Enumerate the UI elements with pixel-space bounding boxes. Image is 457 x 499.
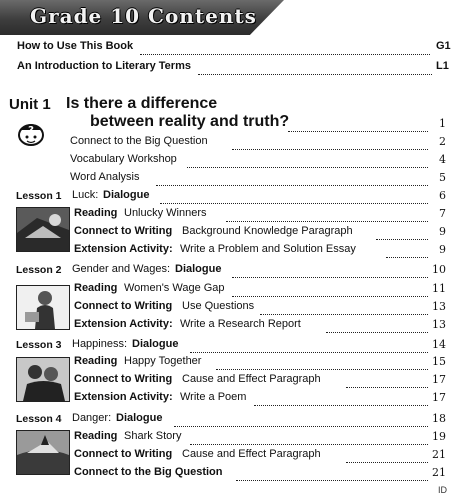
- toc-page-number: 17: [432, 391, 446, 404]
- toc-page-number: 21: [432, 448, 446, 461]
- lesson-label: Lesson 4: [16, 413, 62, 425]
- toc-page-number: 6: [439, 189, 446, 202]
- entry-kind: Reading: [74, 207, 118, 219]
- entry-kind: Connect to the Big Question: [74, 466, 223, 478]
- toc-page-number: 11: [432, 282, 446, 295]
- toc-entry-label: How to Use This Book: [17, 40, 134, 52]
- dot-leader: [198, 60, 432, 75]
- dot-leader: [376, 225, 428, 240]
- dot-leader: [216, 355, 428, 370]
- toc-page-number: 21: [432, 466, 446, 479]
- lesson-topic: Gender and Wages:: [72, 263, 171, 275]
- dot-leader: [260, 300, 428, 315]
- toc-entry-label: Vocabulary Workshop: [70, 153, 177, 165]
- dot-leader: [156, 171, 428, 186]
- toc-entry-how-to-use[interactable]: [0, 40, 457, 56]
- entry-kind: Connect to Writing: [74, 225, 173, 237]
- toc-page-number: 7: [439, 207, 446, 220]
- dot-leader: [190, 338, 428, 353]
- toc-page-number: 1: [439, 117, 446, 130]
- dot-leader: [326, 318, 428, 333]
- entry-title: Women's Wage Gap: [124, 282, 225, 294]
- dot-leader: [187, 153, 428, 168]
- toc-page-number: 9: [439, 243, 446, 256]
- entry-title: Cause and Effect Paragraph: [182, 373, 321, 385]
- entry-title: Write a Research Report: [180, 318, 301, 330]
- toc-page-number: 10: [432, 263, 446, 276]
- lesson-label: Lesson 2: [16, 264, 62, 276]
- toc-page-number: 13: [432, 300, 446, 313]
- entry-title: Use Questions: [182, 300, 255, 312]
- unit-label: Unit 1: [9, 96, 51, 113]
- dot-leader: [236, 466, 428, 481]
- entry-title: Write a Problem and Solution Essay: [180, 243, 356, 255]
- entry-title: Cause and Effect Paragraph: [182, 448, 321, 460]
- lesson-topic-kind: Dialogue: [116, 412, 163, 424]
- toc-page-number: 17: [432, 373, 446, 386]
- toc-entry-label: An Introduction to Literary Terms: [17, 60, 191, 72]
- lesson-label: Lesson 3: [16, 339, 62, 351]
- dot-leader: [386, 243, 428, 258]
- dot-leader: [232, 282, 428, 297]
- toc-entry-label: Connect to the Big Question: [70, 135, 208, 147]
- lesson-2-photo: [16, 285, 70, 330]
- unit-title-line1: Is there a difference: [66, 95, 218, 112]
- toc-page-number: 18: [432, 412, 446, 425]
- lesson-topic: Happiness:: [72, 338, 128, 350]
- entry-kind: Reading: [74, 355, 118, 367]
- page-title: Grade 10 Contents: [30, 4, 257, 28]
- dot-leader: [346, 448, 428, 463]
- toc-page-number: 19: [432, 430, 446, 443]
- toc-page-number: 9: [439, 225, 446, 238]
- dot-leader: [190, 430, 428, 445]
- toc-entry-literary-terms[interactable]: [0, 60, 457, 76]
- entry-kind: Extension Activity:: [74, 318, 173, 330]
- dot-leader: [226, 207, 428, 222]
- dot-leader: [346, 373, 428, 388]
- unit-title-line2[interactable]: between reality and truth?: [90, 113, 290, 130]
- dot-leader: [160, 189, 428, 204]
- lesson-3-photo: [16, 357, 70, 402]
- entry-kind: Reading: [74, 282, 118, 294]
- entry-title: Unlucky Winners: [124, 207, 207, 219]
- lesson-topic-kind: Dialogue: [132, 338, 179, 350]
- entry-kind: Connect to Writing: [74, 373, 173, 385]
- lesson-4-photo: [16, 430, 70, 475]
- lesson-topic: Danger:: [72, 412, 112, 424]
- toc-page-number: L1: [436, 60, 449, 72]
- entry-title: Write a Poem: [180, 391, 247, 403]
- dot-leader: [174, 412, 428, 427]
- page-footer-mark: ID: [438, 485, 447, 495]
- lesson-label: Lesson 1: [16, 190, 62, 202]
- entry-title: Happy Together: [124, 355, 202, 367]
- entry-kind: Extension Activity:: [74, 391, 173, 403]
- lesson-1-photo: [16, 207, 70, 252]
- toc-page-number: 5: [439, 171, 446, 184]
- lesson-topic-kind: Dialogue: [175, 263, 222, 275]
- entry-title: Background Knowledge Paragraph: [182, 225, 353, 237]
- dot-leader: [232, 263, 428, 278]
- entry-kind: Reading: [74, 430, 118, 442]
- toc-page-number: 13: [432, 318, 446, 331]
- svg-text:?: ?: [28, 125, 34, 136]
- toc-page-number: 4: [439, 153, 446, 166]
- dot-leader: [288, 117, 428, 132]
- lesson-topic-kind: Dialogue: [103, 189, 150, 201]
- toc-page-number: 14: [432, 338, 446, 351]
- lesson-topic: Luck:: [72, 189, 99, 201]
- dot-leader: [140, 40, 430, 55]
- toc-page-number: 15: [432, 355, 446, 368]
- toc-entry-label: Word Analysis: [70, 171, 140, 183]
- entry-kind: Extension Activity:: [74, 243, 173, 255]
- dot-leader: [254, 391, 428, 406]
- entry-kind: Connect to Writing: [74, 448, 173, 460]
- entry-title: Shark Story: [124, 430, 182, 442]
- toc-page-number: G1: [436, 40, 451, 52]
- toc-page-number: 2: [439, 135, 446, 148]
- question-face-icon: [16, 120, 46, 146]
- dot-leader: [232, 135, 428, 150]
- entry-kind: Connect to Writing: [74, 300, 173, 312]
